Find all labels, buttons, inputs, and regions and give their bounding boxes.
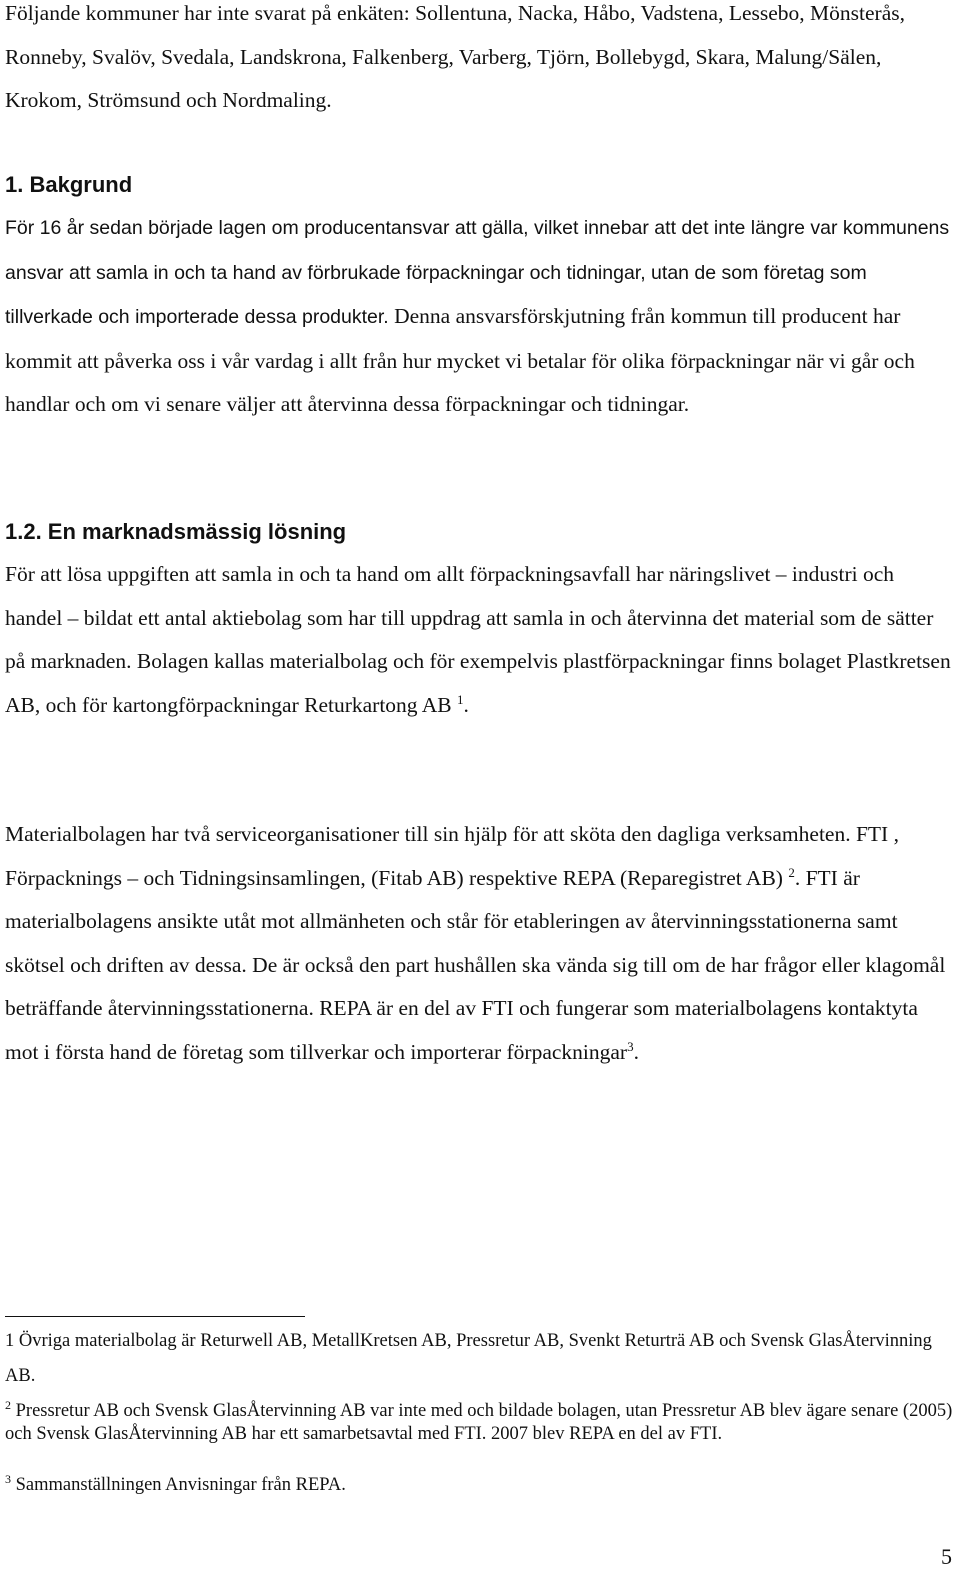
section-1-part2: Denna ansvarsförskjutning från kommun till producent har kommit att påverka oss i vår vardag i allt från hur mycket vi betalar för olika förpackningar när vi går och handlar och om vi senare väljer att återvinna dessa förpackningar och tidningar. bbox=[5, 304, 915, 416]
footnote-3 bbox=[5, 1474, 955, 1497]
page-number: 5 bbox=[941, 1544, 952, 1569]
footnote-2-text: Pressretur AB och Svensk GlasÅtervinning AB var inte med och bildade bolagen, utan Pressretur AB blev ägare senare (2005) och Svensk GlasÅtervinning AB har ett samarbetsavtal med FTI. 2007 blev REPA en del av FTI. bbox=[5, 1401, 953, 1444]
footnote-ref-1: 1 bbox=[456, 691, 464, 707]
section-2-para2-text-b: . FTI är materialbolagens ansikte utåt mot allmänheten och står för etableringen av återvinningsstationerna samt skötsel och driften av dessa. De är också den part hushållen ska vända sig till om de har frågor eller klagomål beträffande återvinningsstationerna. REPA är en del av FTI och fungerar som materialbolagens kontaktyta mot i första hand de företag som tillverkar och importerar förpackningar bbox=[5, 865, 946, 1064]
section-2-paragraph-1: För att lösa uppgiften att samla in och ta hand om allt förpackningsavfall har näringslivet – industri och handel – bildat ett antal aktiebolag som har till uppdrag att samla in och återvinna det material som de sätter på marknaden. Bolagen kallas materialbolag och för exempelvis plastförpackningar finns bolaget Plastkretsen AB, och för kartongförpackningar Returkartong AB $^1$. bbox=[5, 562, 951, 717]
footnote-1 bbox=[5, 1324, 955, 1394]
intro-lead: Följande kommuner har inte svarat på enkäten: bbox=[5, 1, 410, 25]
section-2-para2-text-a: Materialbolagen har två serviceorganisationer till sin hjälp för att sköta den dagliga verksamheten. FTI , Förpacknings – och Tidningsinsamlingen, (Fitab AB) respektive REPA (Reparegistret AB) bbox=[5, 822, 899, 890]
section-1-body bbox=[5, 206, 955, 427]
section-1-heading-block bbox=[5, 171, 955, 199]
section-1-heading: 1. Bakgrund bbox=[5, 172, 133, 197]
section-1-part1: För 16 år sedan började lagen om producentansvar att gälla, vilket innebar att det inte längre var kommunens ansvar att samla in och ta hand av förbrukade förpackningar och tidningar, utan de som företag som tillverkade och importerade dessa produkter. bbox=[5, 217, 950, 328]
section-2-heading-block bbox=[5, 518, 955, 546]
intro-paragraph bbox=[5, 0, 955, 123]
footnote-1-text: 1 Övriga materialbolag är Returwell AB, MetallKretsen AB, Pressretur AB, Svenkt Returträ AB och Svensk GlasÅtervinning AB. bbox=[5, 1331, 932, 1386]
footnote-ref-2: 2 bbox=[788, 864, 795, 880]
footnote-3-text: Sammanställningen Anvisningar från REPA. bbox=[11, 1475, 346, 1495]
section-2-heading: 1.2. En marknadsmässig lösning bbox=[5, 519, 347, 544]
footnote-2-number: 2 bbox=[5, 1398, 11, 1412]
intro-municipalities: Sollentuna, Nacka, Håbo, Vadstena, Lessebo, Mönsterås, Ronneby, Svalöv, Svedala, Landskrona, Falkenberg, Varberg, Tjörn, Bollebygd, Skara, Malung/Sälen, Krokom, Strömsund och Nordmaling. bbox=[5, 1, 905, 112]
section-2-paragraph-2: Materialbolagen har två serviceorganisationer till sin hjälp för att sköta den dagliga verksamheten. FTI , Förpacknings – och Tidningsinsamlingen, (Fitab AB) respektive REPA (Reparegistret AB) $^2$. FTI är materialbolagens ansikte utåt mot allmänheten och står för etableringen av återvinningsstationerna samt skötsel och driften av dessa. De är också den part hushållen ska vända sig till om de har frågor eller klagomål beträffande återvinningsstationerna. REPA är en del av FTI och fungerar som materialbolagens kontaktyta mot i första hand de företag som tillverkar och importerar förpackningar$^3$. bbox=[5, 822, 946, 1064]
footnote-ref-3: 3 bbox=[627, 1038, 634, 1054]
footnote-separator bbox=[5, 1316, 305, 1317]
footnote-2 bbox=[5, 1400, 955, 1446]
footnote-3-number: 3 bbox=[5, 1472, 11, 1486]
section-2-para1-text: För att lösa uppgiften att samla in och ta hand om allt förpackningsavfall har näringslivet – industri och handel – bildat ett antal aktiebolag som har till uppdrag att samla in och återvinna det material som de sätter på marknaden. Bolagen kallas materialbolag och för exempelvis plastförpackningar finns bolaget Plastkretsen AB, och för kartongförpackningar Returkartong AB bbox=[5, 562, 951, 717]
